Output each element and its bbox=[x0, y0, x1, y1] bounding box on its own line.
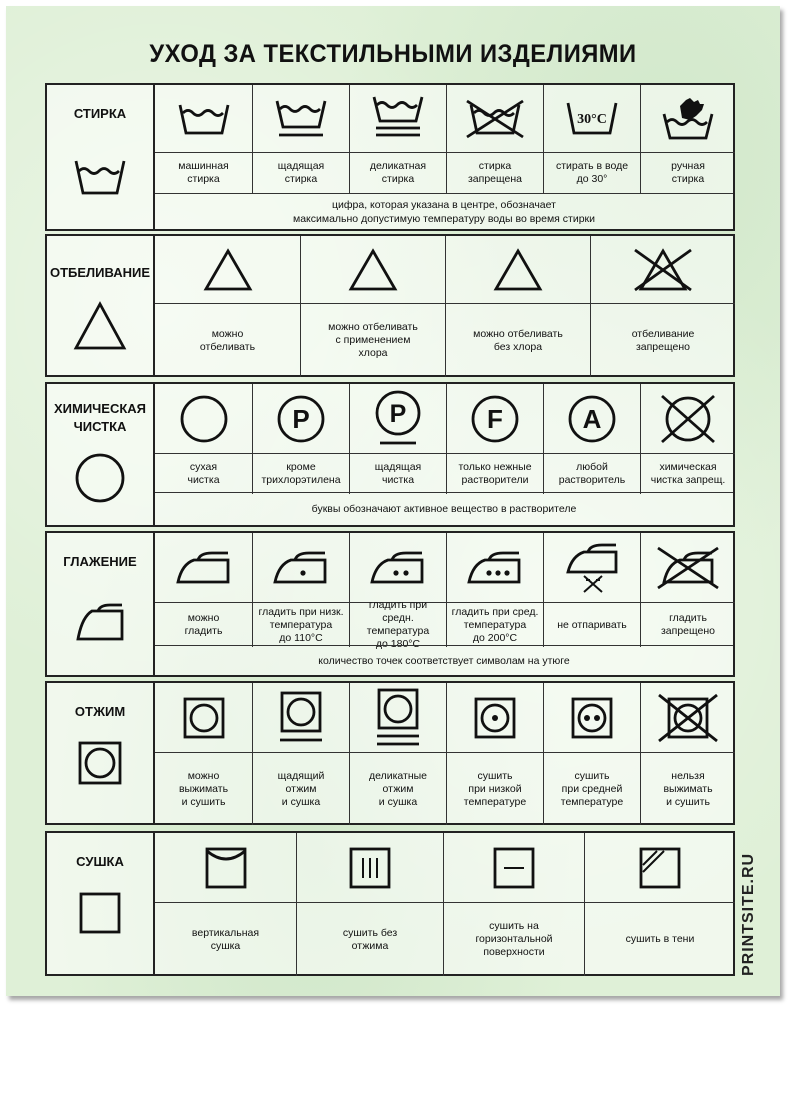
dryclean-text-3: щадящая чистка bbox=[349, 454, 446, 494]
circle-a-letter: A bbox=[582, 403, 602, 434]
washtub-30-icon bbox=[564, 99, 620, 139]
category-label: ГЛАЖЕНИЕ bbox=[63, 554, 137, 569]
spin-cell-2 bbox=[252, 683, 349, 753]
dryclean-cell-6 bbox=[640, 384, 735, 454]
circle-f-letter: F bbox=[487, 403, 503, 434]
hand-wash-icon bbox=[660, 96, 716, 142]
bleach-cell-2 bbox=[300, 236, 445, 304]
circle-p-gentle-icon bbox=[372, 389, 424, 449]
triangle-icon bbox=[70, 298, 130, 358]
bleach-text-4: отбеливание запрещено bbox=[590, 304, 735, 377]
washtub-delicate-icon bbox=[370, 95, 426, 143]
category-dry bbox=[47, 833, 155, 974]
wash-text-1: машинная стирка bbox=[178, 160, 229, 185]
dry-text-4: сушить в тени bbox=[584, 903, 735, 976]
iron-cell-5 bbox=[543, 533, 640, 603]
dry-text-1: вертикальная сушка bbox=[191, 926, 260, 952]
washtub-crossed-icon bbox=[465, 99, 525, 139]
bleach-cell-1 bbox=[155, 236, 300, 304]
bleach-cell-4 bbox=[590, 236, 735, 304]
spin-cell-1 bbox=[155, 683, 252, 753]
tumble-gentle-icon bbox=[278, 691, 324, 745]
wash-cell-5 bbox=[543, 85, 640, 153]
wash-text-2: щадящая стирка bbox=[252, 153, 349, 193]
wash-cell-4 bbox=[446, 85, 543, 153]
circle-p-letter: P bbox=[292, 403, 310, 434]
wash-temp-label: 30°C bbox=[577, 111, 607, 127]
iron-crossed-icon bbox=[654, 546, 722, 590]
tumble-delicate-icon bbox=[375, 688, 421, 748]
iron-text-3: гладить при средн. температура до 180°C bbox=[349, 603, 446, 647]
bleach-text-3: можно отбеливать без хлора bbox=[445, 304, 590, 377]
category-dry-clean bbox=[47, 384, 155, 525]
washtub-icon bbox=[70, 147, 130, 207]
spin-text-4: сушить при низкой температуре bbox=[446, 753, 543, 825]
iron-two-dots-icon bbox=[368, 548, 428, 588]
dry-flat-icon bbox=[491, 845, 537, 891]
circle-p-icon bbox=[275, 393, 327, 445]
dryclean-note: буквы обозначают активное вещество в растворителе bbox=[155, 492, 733, 525]
wash-note: цифра, которая указана в центре, обозначает максимально допустимую температуру воды во время стирки bbox=[155, 193, 733, 229]
circle-a-icon bbox=[566, 393, 618, 445]
wash-text-5: стирать в воде до 30° bbox=[543, 153, 640, 193]
section-spin bbox=[45, 681, 735, 825]
dry-shade-icon bbox=[637, 845, 683, 891]
dryclean-cell-2 bbox=[252, 384, 349, 454]
dryclean-text-5: любой растворитель bbox=[543, 454, 640, 494]
iron-cell-1 bbox=[155, 533, 252, 603]
category-wash bbox=[47, 85, 155, 229]
spin-cell-4 bbox=[446, 683, 543, 753]
wash-cell-2 bbox=[252, 85, 349, 153]
spin-text-1: можно выжимать и сушить bbox=[178, 769, 229, 808]
dry-cell-2 bbox=[296, 833, 443, 903]
spin-text-3: деликатные отжим и сушка bbox=[349, 753, 446, 825]
spin-cell-3 bbox=[349, 683, 446, 753]
spin-cell-6 bbox=[640, 683, 735, 753]
dryclean-cell-1 bbox=[155, 384, 252, 454]
iron-text-6: гладить запрещено bbox=[640, 603, 735, 647]
spin-text-5: сушить при средней температуре bbox=[543, 753, 640, 825]
dryclean-text-6: химическая чистка запрещ. bbox=[640, 454, 735, 494]
iron-three-dots-icon bbox=[465, 548, 525, 588]
bleach-text-1: можно отбеливать bbox=[199, 327, 256, 353]
category-spin bbox=[47, 683, 155, 823]
iron-note: количество точек соответствует символам на утюге bbox=[155, 645, 733, 675]
spin-cell-5 bbox=[543, 683, 640, 753]
washtub-icon bbox=[176, 99, 232, 139]
category-bleach bbox=[47, 236, 155, 375]
drip-dry-icon bbox=[347, 845, 393, 891]
wash-text-4: стирка запрещена bbox=[446, 153, 543, 193]
iron-no-steam-icon bbox=[562, 542, 622, 594]
dryclean-text-1: сухая чистка bbox=[187, 461, 220, 486]
category-label: ХИМИЧЕСКАЯ ЧИСТКА bbox=[53, 401, 147, 434]
tumble-icon bbox=[181, 695, 227, 741]
tumble-medium-icon bbox=[569, 695, 615, 741]
iron-one-dot-icon bbox=[271, 548, 331, 588]
dryclean-text-4: только нежные растворители bbox=[446, 454, 543, 494]
triangle-crossed-icon bbox=[631, 246, 695, 294]
iron-icon bbox=[70, 593, 130, 653]
dry-cell-3 bbox=[443, 833, 584, 903]
dryclean-cell-5 bbox=[543, 384, 640, 454]
circle-icon bbox=[178, 393, 230, 445]
iron-cell-4 bbox=[446, 533, 543, 603]
circle-p-gentle-letter: P bbox=[389, 399, 407, 428]
page-title: УХОД ЗА ТЕКСТИЛЬНЫМИ ИЗДЕЛИЯМИ bbox=[149, 40, 637, 68]
dryclean-cell-3 bbox=[349, 384, 446, 454]
spin-text-2: щадящий отжим и сушка bbox=[252, 753, 349, 825]
spin-text-6: нельзя выжимать и сушить bbox=[640, 753, 735, 825]
bleach-text-2: можно отбеливать с применением хлора bbox=[300, 304, 445, 377]
iron-cell-2 bbox=[252, 533, 349, 603]
category-label: ОТБЕЛИВАНИЕ bbox=[49, 265, 151, 280]
triangle-no-chlorine-icon bbox=[493, 248, 543, 292]
iron-text-2: гладить при низк. температура до 110°C bbox=[252, 603, 349, 647]
dry-text-2: сушить без отжима bbox=[296, 903, 443, 976]
category-iron bbox=[47, 533, 155, 675]
dryclean-text-2: кроме трихлорэтилена bbox=[252, 454, 349, 494]
category-label: ОТЖИМ bbox=[74, 704, 126, 719]
tumble-icon bbox=[70, 735, 130, 795]
bleach-cell-3 bbox=[445, 236, 590, 304]
dry-cell-4 bbox=[584, 833, 735, 903]
iron-text-4: гладить при сред. температура до 200°C bbox=[446, 603, 543, 647]
dryclean-cell-4 bbox=[446, 384, 543, 454]
tumble-low-icon bbox=[472, 695, 518, 741]
section-dry bbox=[45, 831, 735, 976]
section-iron bbox=[45, 531, 735, 677]
care-symbols-sheet bbox=[6, 6, 780, 996]
iron-cell-6 bbox=[640, 533, 735, 603]
section-bleach bbox=[45, 234, 735, 377]
dry-cell-1 bbox=[155, 833, 296, 903]
category-label: СТИРКА bbox=[73, 106, 127, 121]
iron-text-1: можно гладить bbox=[184, 612, 223, 637]
triangle-icon bbox=[203, 248, 253, 292]
iron-icon bbox=[174, 548, 234, 588]
wash-cell-1 bbox=[155, 85, 252, 153]
wash-cell-6 bbox=[640, 85, 735, 153]
circle-f-icon bbox=[469, 393, 521, 445]
site-watermark: PRINTSITE.RU bbox=[740, 852, 757, 976]
dry-text-3: сушить на горизонтальной поверхности bbox=[443, 903, 584, 976]
wash-text-3: деликатная стирка bbox=[349, 153, 446, 193]
tumble-crossed-icon bbox=[656, 693, 720, 743]
section-wash bbox=[45, 83, 735, 231]
section-dry-clean bbox=[45, 382, 735, 527]
washtub-gentle-icon bbox=[273, 97, 329, 141]
circle-icon bbox=[70, 448, 130, 508]
wash-text-6: ручная стирка bbox=[640, 153, 735, 193]
category-label: СУШКА bbox=[76, 854, 124, 869]
line-dry-icon bbox=[203, 845, 249, 891]
circle-crossed-icon bbox=[657, 393, 719, 445]
wash-cell-3 bbox=[349, 85, 446, 153]
triangle-chlorine-icon bbox=[348, 248, 398, 292]
square-icon bbox=[70, 885, 130, 945]
iron-text-5: не отпаривать bbox=[543, 603, 640, 647]
iron-cell-3 bbox=[349, 533, 446, 603]
